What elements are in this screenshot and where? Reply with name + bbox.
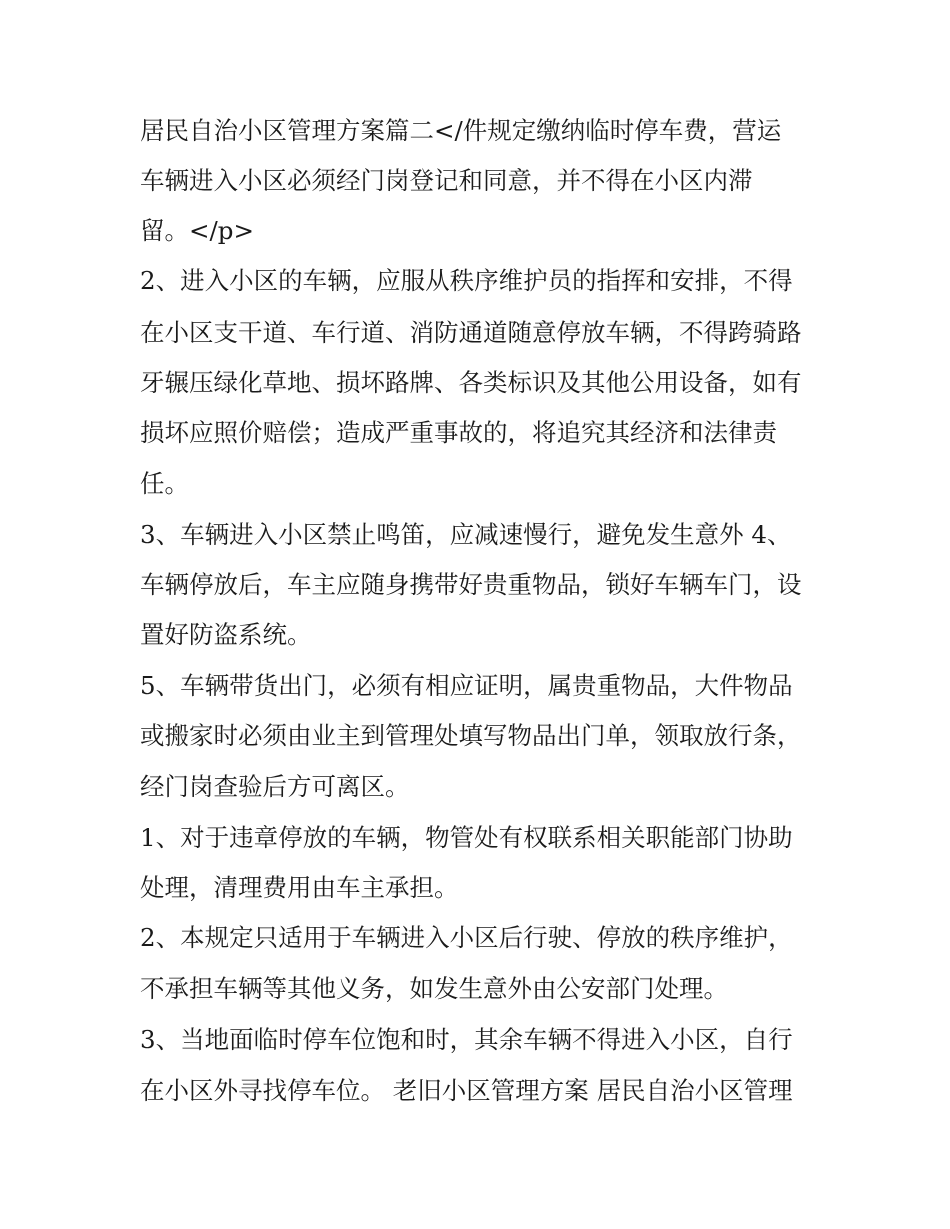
text-line: 在小区外寻找停车位。 老旧小区管理方案 居民自治小区管理	[140, 1076, 793, 1105]
text-line: 损坏应照价赔偿；造成严重事故的，将追究其经济和法律责	[140, 418, 777, 447]
text-line: 3、车辆进入小区禁止鸣笛，应减速慢行，避免发生意外 4、	[140, 520, 792, 549]
text-line: 经门岗查验后方可离区。	[140, 772, 410, 801]
text-line: 处理，清理费用由车主承担。	[140, 873, 459, 902]
text-line: 不承担车辆等其他义务，如发生意外由公安部门处理。	[140, 974, 728, 1003]
text-line: 留。</p>	[140, 216, 254, 245]
text-line: 任。	[140, 469, 189, 498]
text-line: 5、车辆带货出门，必须有相应证明，属贵重物品，大件物品	[140, 671, 793, 700]
text-line: 在小区支干道、车行道、消防通道随意停放车辆，不得跨骑路	[140, 318, 802, 347]
text-line: 居民自治小区管理方案篇二</件规定缴纳临时停车费，营运	[140, 116, 782, 145]
text-line: 2、本规定只适用于车辆进入小区后行驶、停放的秩序维护，	[140, 923, 793, 952]
text-line: 2、进入小区的车辆，应服从秩序维护员的指挥和安排，不得	[140, 266, 793, 295]
text-line: 牙辗压绿化草地、损坏路牌、各类标识及其他公用设备，如有	[140, 368, 802, 397]
text-line: 车辆进入小区必须经门岗登记和同意，并不得在小区内滞	[140, 166, 753, 195]
text-line: 或搬家时必须由业主到管理处填写物品出门单，领取放行条，	[140, 721, 802, 750]
text-line: 1、对于违章停放的车辆，物管处有权联系相关职能部门协助	[140, 823, 793, 852]
text-line: 3、当地面临时停车位饱和时，其余车辆不得进入小区，自行	[140, 1025, 793, 1054]
text-line: 置好防盗系统。	[140, 620, 312, 649]
text-line: 车辆停放后，车主应随身携带好贵重物品，锁好车辆车门，设	[140, 570, 802, 599]
